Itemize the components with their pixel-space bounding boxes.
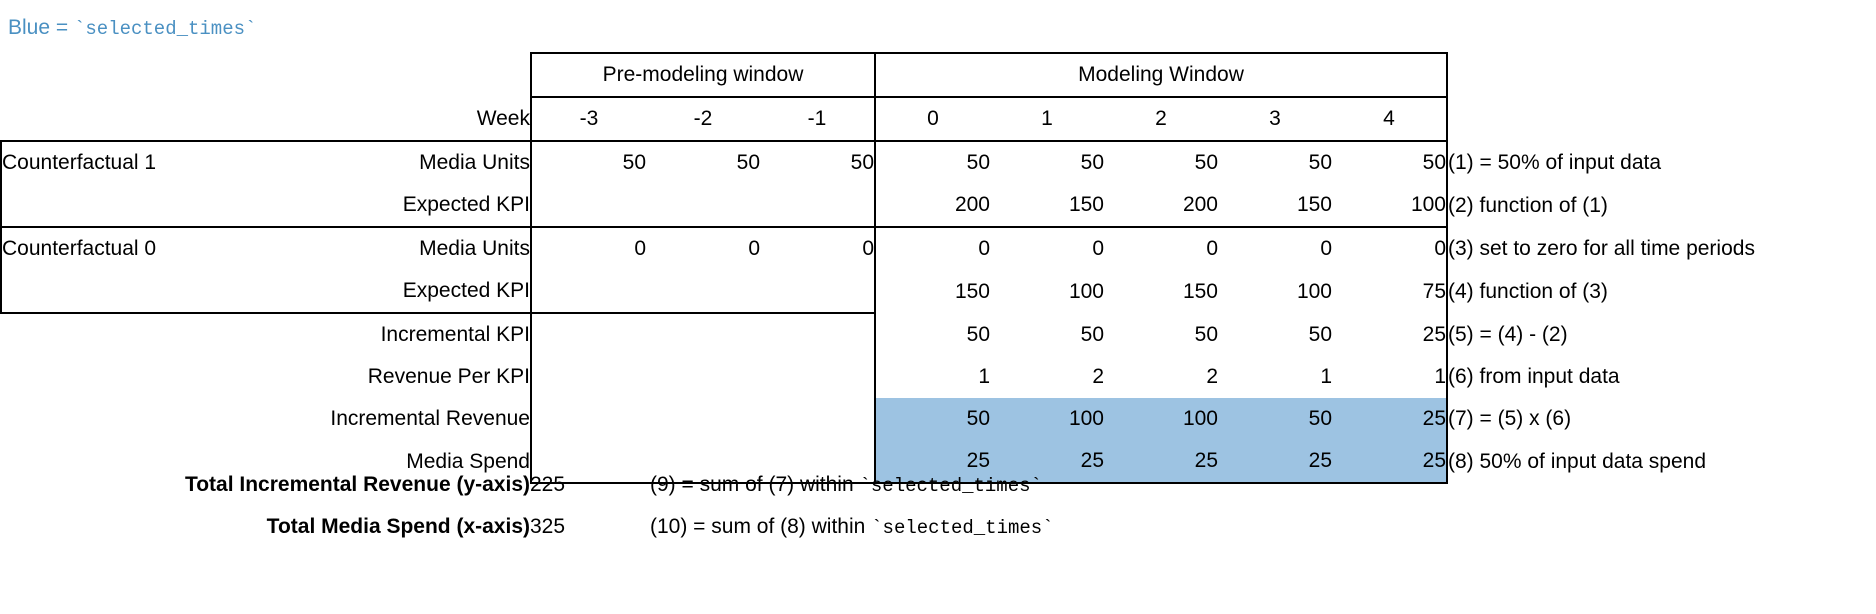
row-metric-label: Expected KPI	[271, 270, 531, 313]
cell-model: 0	[1104, 227, 1218, 270]
cell-pre	[760, 270, 875, 313]
cell-model: 100	[1296, 279, 1332, 303]
cell-pre: 50	[531, 141, 646, 184]
row-metric-label: Revenue Per KPI	[367, 365, 530, 388]
cell-model: 1	[978, 365, 990, 388]
cell-model-selected: 50	[875, 398, 990, 440]
cell-model: 50	[1104, 141, 1218, 184]
cell-model: 200	[1182, 193, 1218, 216]
cell-pre	[531, 356, 646, 398]
cell-model: 100	[1068, 279, 1104, 303]
row-note: (8) 50% of input data spend	[1448, 449, 1707, 473]
cell-model-selected: 25	[990, 440, 1104, 483]
total-label: Total Media Spend (x-axis)	[266, 515, 530, 538]
cell-pre: 0	[760, 227, 875, 270]
cell-model: 150	[1296, 193, 1332, 216]
cell-model: 50	[990, 141, 1104, 184]
diagram-container	[0, 52, 1876, 484]
row-group-label	[1, 356, 271, 398]
cell-model: 50	[966, 322, 990, 346]
cell-model: 50	[1194, 322, 1218, 346]
row-note: (6) from input data	[1448, 365, 1620, 388]
cell-model: 50	[1218, 141, 1332, 184]
table-row	[1, 356, 1756, 398]
row-metric-label: Media Units	[271, 141, 531, 184]
cell-model: 150	[1182, 279, 1218, 303]
totals-row	[0, 512, 1054, 554]
cell-model: 0	[1332, 227, 1447, 270]
week-cell-model-2: 2	[1104, 97, 1218, 141]
group-header-modeling: Modeling Window	[875, 53, 1447, 97]
cell-model: 50	[1308, 322, 1332, 346]
cell-model-selected: 100	[1104, 398, 1218, 440]
table-row	[1, 141, 1756, 184]
table-row	[1, 184, 1756, 227]
cell-model: 150	[954, 279, 990, 303]
week-cell-model-1: 1	[990, 97, 1104, 141]
cell-pre	[646, 313, 760, 356]
total-note-text: (9) = sum of (7) within	[650, 473, 860, 496]
cell-pre	[531, 270, 646, 313]
spacer-cell	[271, 53, 531, 97]
cell-pre	[760, 313, 875, 356]
cell-model: 50	[1080, 322, 1104, 346]
cell-pre	[646, 270, 760, 313]
row-note: (1) = 50% of input data	[1448, 150, 1662, 174]
totals-table	[0, 470, 1054, 554]
legend	[8, 16, 256, 40]
cell-pre: 50	[760, 141, 875, 184]
cell-pre: 0	[646, 227, 760, 270]
week-cell-pre-2: -1	[760, 97, 875, 141]
totals-row	[0, 470, 1054, 512]
cell-pre: 0	[531, 227, 646, 270]
cell-model: 2	[1206, 365, 1218, 388]
cell-pre	[646, 356, 760, 398]
cell-pre: 50	[646, 141, 760, 184]
cell-model: 50	[875, 141, 990, 184]
row-note: (3) set to zero for all time periods	[1448, 236, 1755, 260]
cell-model-selected: 100	[990, 398, 1104, 440]
cell-pre	[531, 398, 646, 440]
total-label: Total Incremental Revenue (y-axis)	[184, 473, 530, 496]
total-note-text: (10) = sum of (8) within	[650, 515, 872, 538]
cell-model-selected: 25	[1104, 440, 1218, 483]
cell-model: 2	[1092, 365, 1104, 388]
row-note: (4) function of (3)	[1448, 279, 1608, 303]
week-cell-model-4: 4	[1332, 97, 1447, 141]
row-note: (7) = (5) x (6)	[1448, 407, 1572, 430]
total-note-code: `selected_times`	[871, 517, 1054, 539]
row-group-label	[1, 398, 271, 440]
total-note	[650, 512, 1054, 554]
row-metric-label: Media Spend	[406, 449, 530, 473]
table-row	[1, 398, 1756, 440]
spacer-cell	[1447, 53, 1756, 97]
cell-model: 100	[1332, 184, 1447, 227]
cell-pre	[760, 356, 875, 398]
spacer-cell	[1, 97, 271, 141]
row-group-label	[1, 270, 271, 313]
cell-model: 25	[1332, 313, 1447, 356]
counterfactual-matrix	[0, 52, 1757, 484]
row-metric-label: Incremental Revenue	[330, 407, 530, 430]
cell-pre	[531, 184, 646, 227]
total-value: 325	[530, 515, 566, 538]
cell-pre	[760, 184, 875, 227]
cell-model: 0	[875, 227, 990, 270]
cell-model-selected: 25	[1218, 440, 1332, 483]
week-cell-pre-0: -3	[531, 97, 646, 141]
row-metric-label: Incremental KPI	[380, 323, 530, 346]
group-header-pre: Pre-modeling window	[531, 53, 875, 97]
cell-model: 1	[1332, 356, 1447, 398]
cell-model: 200	[954, 193, 990, 216]
cell-model: 0	[990, 227, 1104, 270]
week-label: Week	[476, 106, 530, 130]
cell-model-selected: 25	[1332, 440, 1447, 483]
cell-model: 75	[1332, 270, 1447, 313]
week-cell-model-3: 3	[1218, 97, 1332, 141]
cell-pre	[646, 398, 760, 440]
cell-model-selected: 50	[1218, 398, 1332, 440]
cell-pre	[531, 313, 646, 356]
table-row	[1, 227, 1756, 270]
total-note-code: `selected_times`	[859, 475, 1042, 497]
row-group-label	[1, 313, 271, 356]
group-header-row	[1, 53, 1756, 97]
row-group-label: Counterfactual 1	[1, 141, 271, 184]
row-group-label	[1, 184, 271, 227]
spacer-cell	[1, 53, 271, 97]
cell-model-selected: 25	[875, 440, 990, 483]
total-note	[650, 470, 1054, 512]
week-cell-pre-1: -2	[646, 97, 760, 141]
totals-section	[0, 470, 1054, 554]
cell-model: 0	[1218, 227, 1332, 270]
row-note: (2) function of (1)	[1448, 193, 1608, 217]
cell-pre	[760, 398, 875, 440]
row-metric-label: Expected KPI	[402, 193, 530, 216]
legend-prefix: Blue =	[8, 16, 69, 39]
week-row	[1, 97, 1756, 141]
row-note: (5) = (4) - (2)	[1448, 322, 1568, 346]
week-cell-model-0: 0	[875, 97, 990, 141]
row-metric-label: Media Units	[271, 227, 531, 270]
total-value: 225	[530, 473, 566, 496]
table-row	[1, 270, 1756, 313]
legend-code: `selected_times`	[73, 18, 257, 40]
cell-model: 150	[1068, 193, 1104, 216]
spacer-cell	[1447, 97, 1756, 141]
cell-pre	[646, 184, 760, 227]
cell-model-selected: 25	[1332, 398, 1447, 440]
table-row	[1, 313, 1756, 356]
cell-model: 1	[1320, 365, 1332, 388]
cell-model: 50	[1332, 141, 1447, 184]
row-group-label: Counterfactual 0	[1, 227, 271, 270]
